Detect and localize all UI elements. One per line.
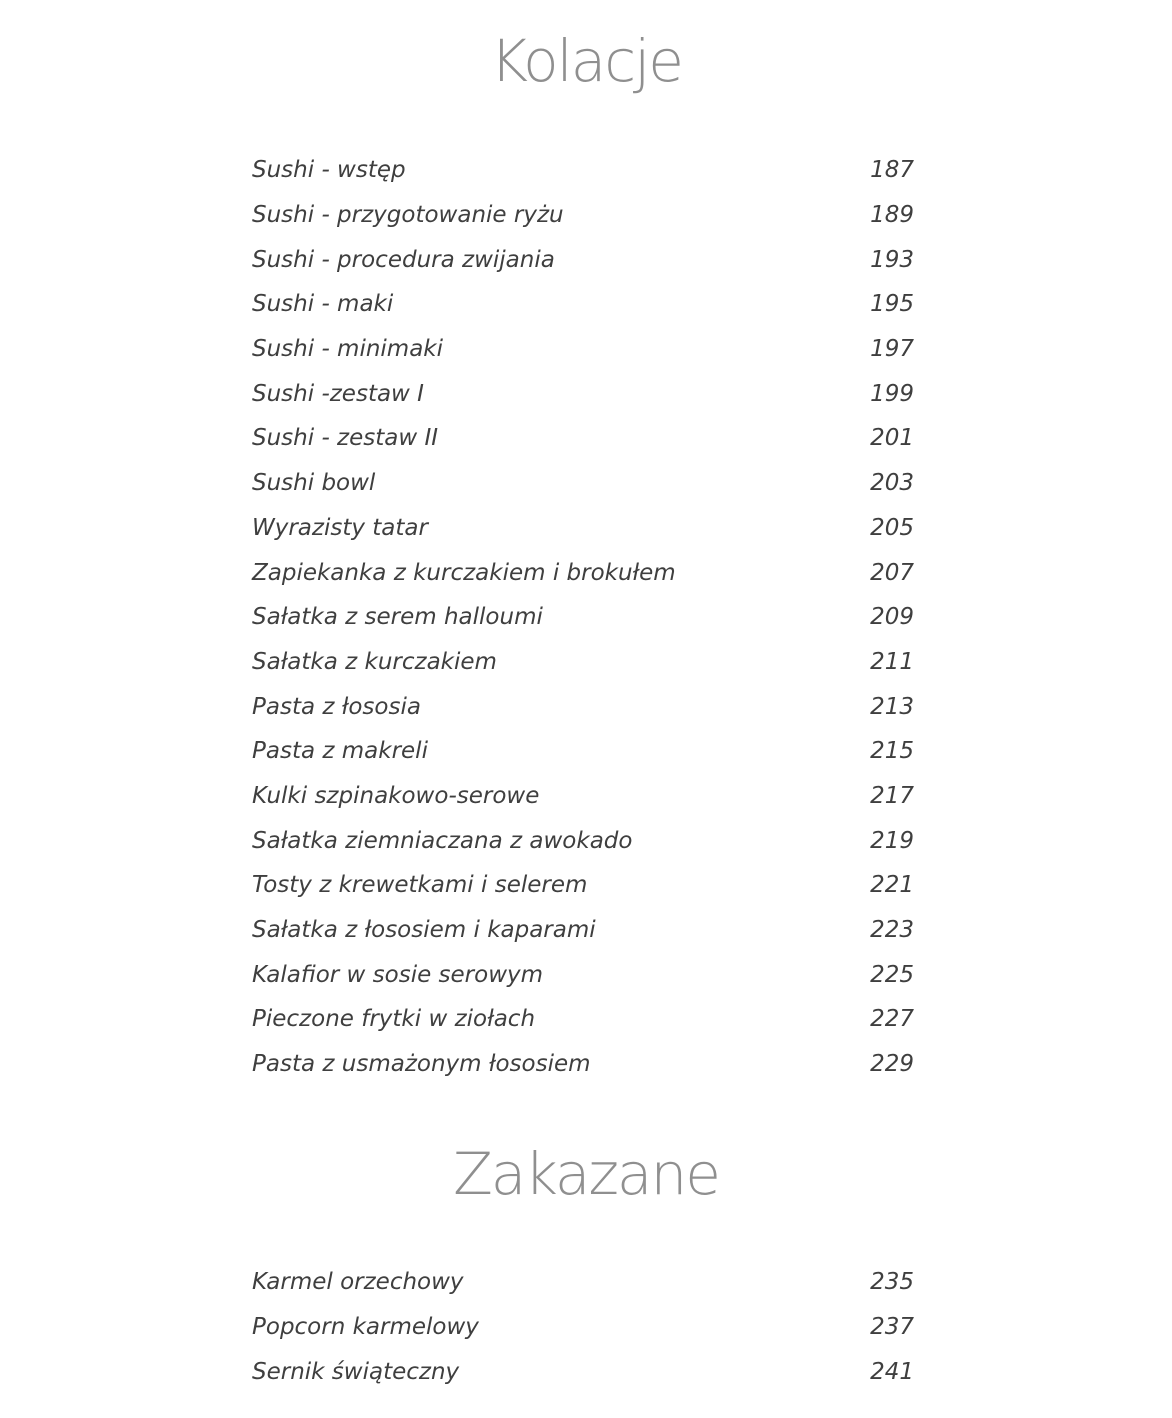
- toc-list-kolacje: [252, 148, 914, 1086]
- toc-entry-title: Sałatka z serem halloumi: [252, 604, 543, 631]
- toc-entry-page: 209: [870, 604, 914, 631]
- toc-entry-page: 235: [870, 1269, 914, 1296]
- toc-entry[interactable]: [252, 640, 914, 685]
- toc-entry-title: Sałatka ziemniaczana z awokado: [252, 827, 633, 854]
- toc-entry-title: Sushi bowl: [252, 470, 376, 497]
- toc-entry[interactable]: [252, 1349, 914, 1394]
- toc-entry-page: 225: [870, 961, 914, 988]
- toc-entry-title: Sushi -zestaw I: [252, 380, 424, 407]
- toc-entry[interactable]: [252, 684, 914, 729]
- toc-entry-title: Sałatka z łososiem i kaparami: [252, 917, 596, 944]
- toc-entry[interactable]: [252, 550, 914, 595]
- toc-entry-title: Tosty z krewetkami i selerem: [252, 872, 588, 899]
- toc-entry-title: Pasta z łososia: [252, 693, 421, 720]
- toc-entry-title: Kulki szpinakowo-serowe: [252, 782, 540, 809]
- toc-entry[interactable]: [252, 148, 914, 193]
- toc-entry[interactable]: [252, 1305, 914, 1350]
- toc-entry[interactable]: [252, 863, 914, 908]
- toc-entry-page: 213: [870, 693, 914, 720]
- toc-entry-page: 227: [870, 1006, 914, 1033]
- toc-entry-title: Popcorn karmelowy: [252, 1314, 479, 1341]
- toc-entry-page: 197: [870, 336, 914, 363]
- toc-entry-page: 241: [870, 1358, 914, 1385]
- toc-entry[interactable]: [252, 952, 914, 997]
- toc-entry[interactable]: [252, 193, 914, 238]
- toc-entry-page: 193: [870, 246, 914, 273]
- toc-entry[interactable]: [252, 729, 914, 774]
- toc-entry-page: 201: [870, 425, 914, 452]
- toc-entry-title: Sushi - procedura zwijania: [252, 246, 555, 273]
- toc-entry-page: 219: [870, 827, 914, 854]
- toc-entry-title: Zapiekanka z kurczakiem i brokułem: [252, 559, 676, 586]
- toc-entry-page: 237: [870, 1314, 914, 1341]
- toc-entry-title: Sushi - wstęp: [252, 157, 406, 184]
- toc-entry-title: Sushi - zestaw II: [252, 425, 439, 452]
- section-title-zakazane: Zakazane: [453, 1140, 719, 1208]
- toc-entry[interactable]: [252, 461, 914, 506]
- toc-entry-page: 199: [870, 380, 914, 407]
- toc-list-zakazane: [252, 1260, 914, 1394]
- toc-entry-title: Pasta z makreli: [252, 738, 428, 765]
- toc-entry-title: Karmel orzechowy: [252, 1269, 464, 1296]
- toc-entry[interactable]: [252, 371, 914, 416]
- toc-entry[interactable]: [252, 237, 914, 282]
- toc-entry-page: 195: [870, 291, 914, 318]
- toc-entry-page: 221: [870, 872, 914, 899]
- toc-entry-page: 211: [870, 648, 914, 675]
- toc-entry-title: Sushi - minimaki: [252, 336, 444, 363]
- toc-entry-page: 203: [870, 470, 914, 497]
- toc-entry-page: 229: [870, 1051, 914, 1078]
- toc-entry-page: 223: [870, 917, 914, 944]
- toc-entry-title: Pasta z usmażonym łososiem: [252, 1051, 591, 1078]
- toc-entry[interactable]: [252, 282, 914, 327]
- toc-entry[interactable]: [252, 908, 914, 953]
- toc-entry[interactable]: [252, 1260, 914, 1305]
- toc-entry-title: Sushi - przygotowanie ryżu: [252, 202, 564, 229]
- toc-entry-title: Pieczone frytki w ziołach: [252, 1006, 536, 1033]
- toc-entry[interactable]: [252, 1042, 914, 1087]
- toc-entry[interactable]: [252, 506, 914, 551]
- toc-entry-page: 205: [870, 514, 914, 541]
- toc-entry-title: Wyrazisty tatar: [252, 514, 428, 541]
- toc-entry-page: 215: [870, 738, 914, 765]
- section-title-kolacje: Kolacje: [490, 27, 682, 95]
- toc-entry-title: Sushi - maki: [252, 291, 394, 318]
- toc-entry-title: Kalafior w sosie serowym: [252, 961, 544, 988]
- toc-entry-page: 217: [870, 782, 914, 809]
- toc-entry[interactable]: [252, 818, 914, 863]
- toc-entry-page: 189: [870, 202, 914, 229]
- toc-entry[interactable]: [252, 416, 914, 461]
- toc-entry[interactable]: [252, 774, 914, 819]
- toc-entry-page: 207: [870, 559, 914, 586]
- toc-entry[interactable]: [252, 595, 914, 640]
- toc-entry[interactable]: [252, 997, 914, 1042]
- toc-entry-title: Sernik świąteczny: [252, 1358, 460, 1385]
- toc-entry[interactable]: [252, 327, 914, 372]
- toc-entry-page: 187: [870, 157, 914, 184]
- toc-entry-title: Sałatka z kurczakiem: [252, 648, 497, 675]
